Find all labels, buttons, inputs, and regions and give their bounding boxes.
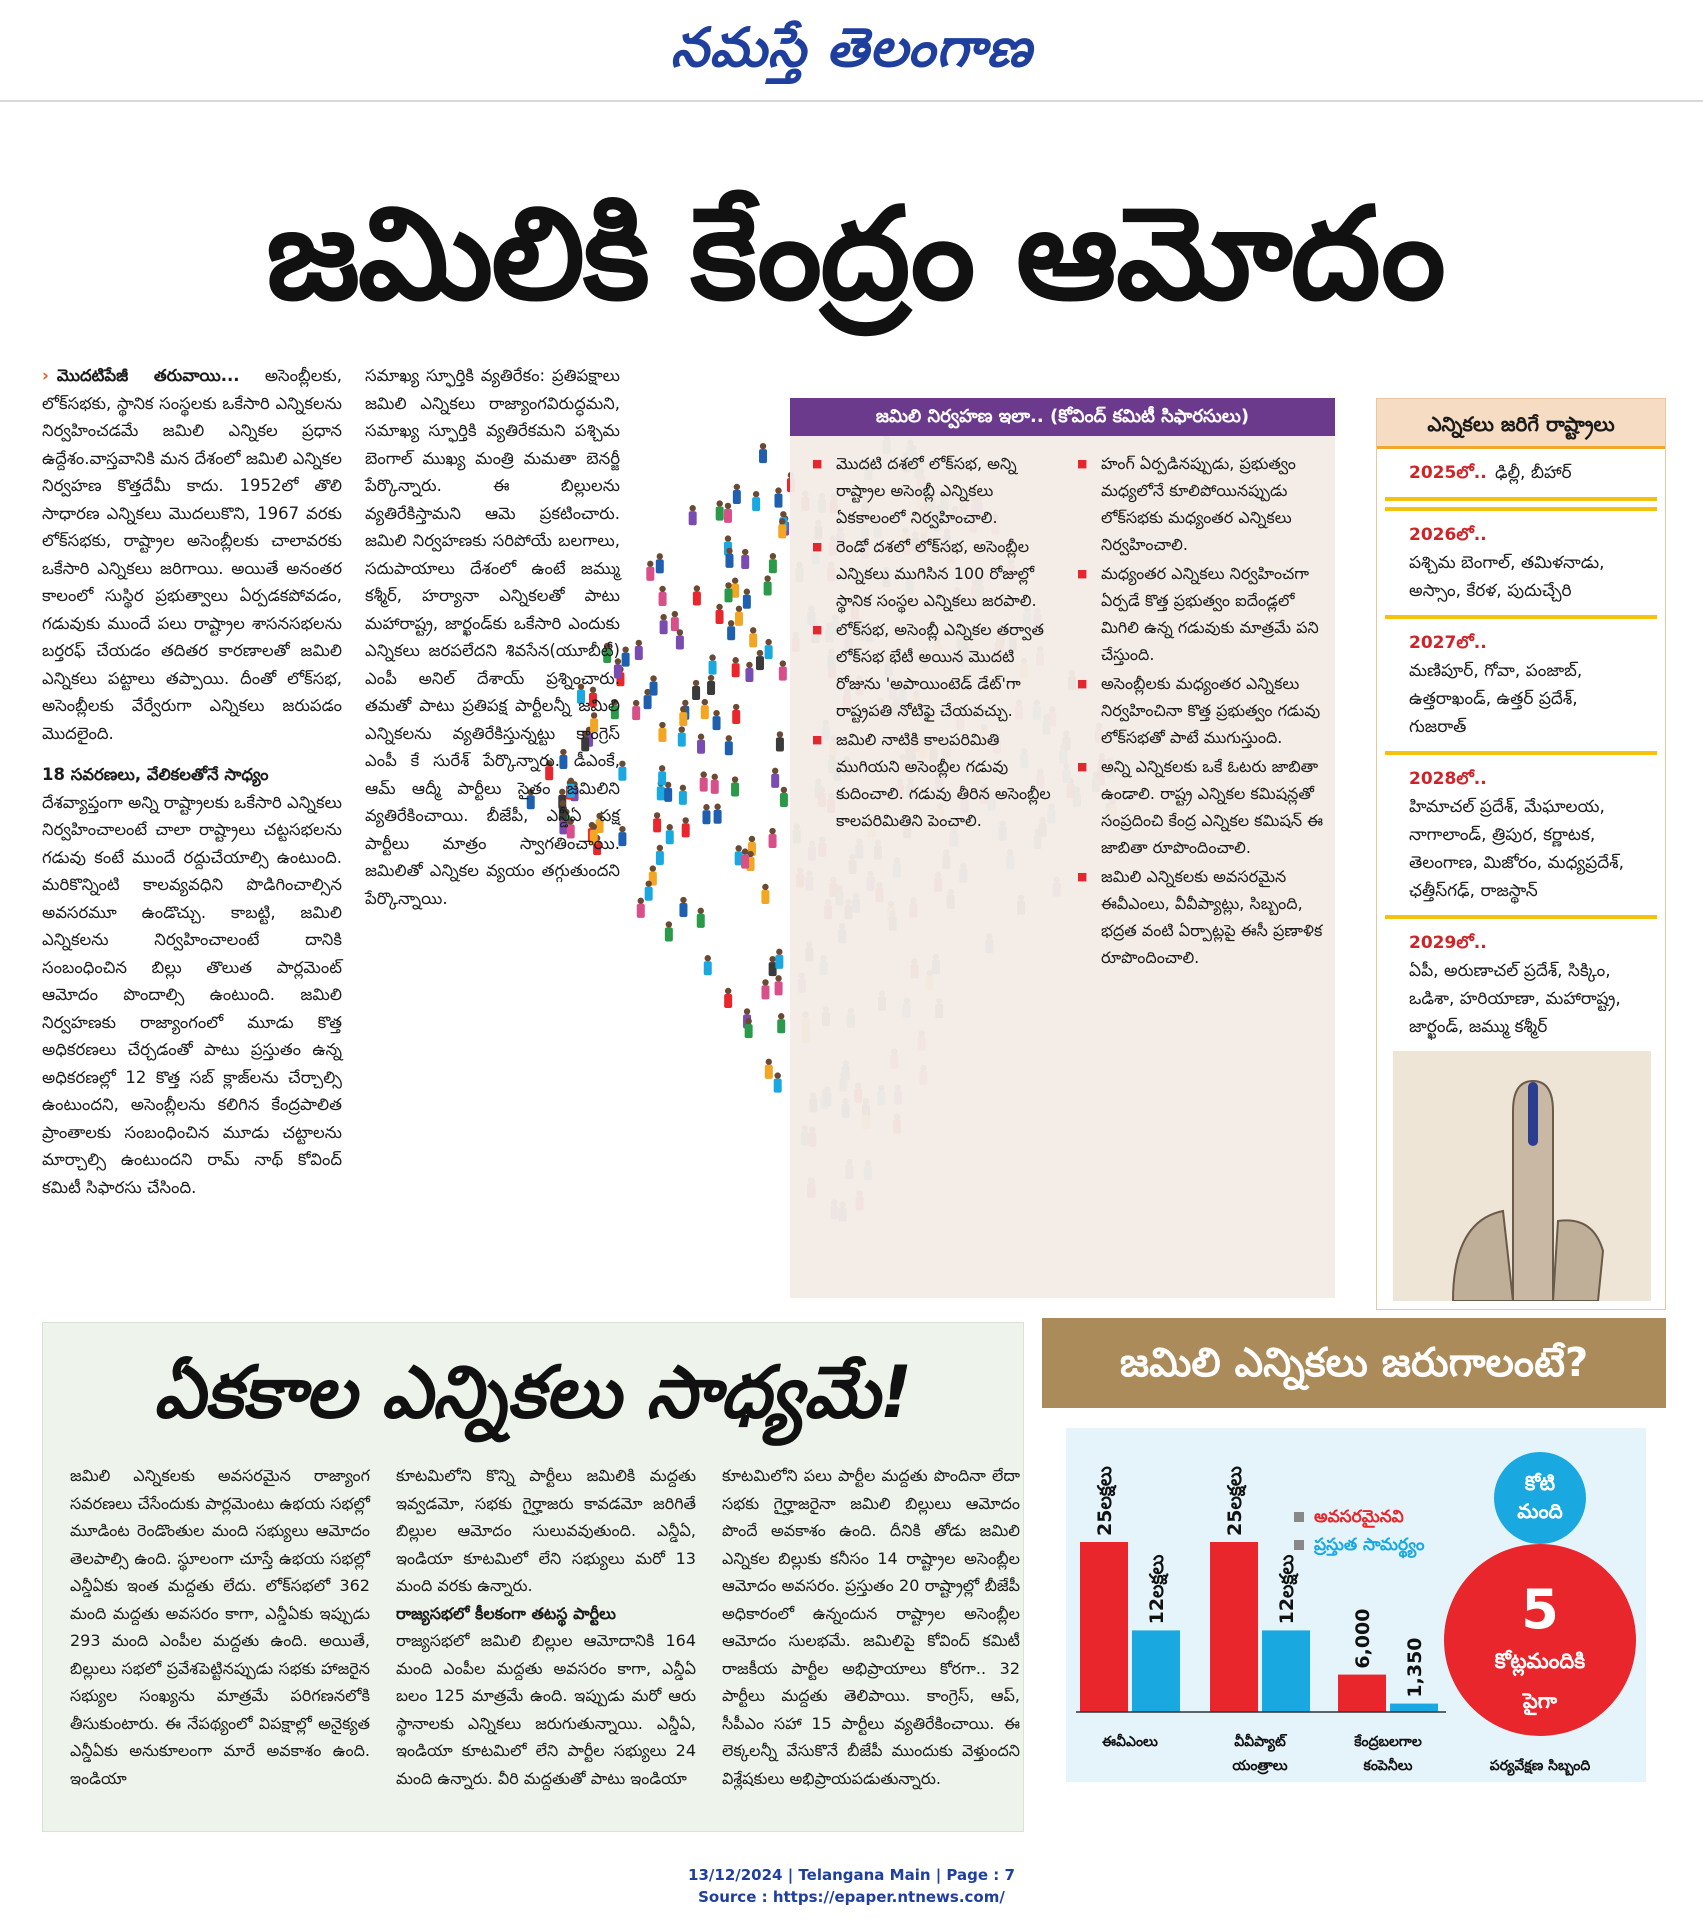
crowd-person-head <box>698 908 704 914</box>
bar-current <box>1262 1630 1310 1712</box>
crowd-person-body <box>664 788 672 802</box>
crowd-person-body <box>713 716 721 730</box>
lead-article <box>42 362 342 1215</box>
crowd-person-head <box>645 881 651 887</box>
crowd-person-body <box>676 635 684 649</box>
state-list: మణిపూర్, గోవా, పంజాబ్, ఉత్తరాఖండ్, ఉత్తర్ ప్రదేశ్, గుజరాత్ <box>1409 661 1583 737</box>
crowd-person-body <box>622 653 630 667</box>
main-headline: జమిలికి కేంద్రం ఆమోదం <box>266 180 1444 329</box>
crowd-person-head <box>780 660 786 666</box>
state-year: 2027లో.. <box>1409 633 1487 653</box>
footer-date-line: 13/12/2024 | Telangana Main | Page : 7 <box>688 1866 1015 1884</box>
crowd-person-body <box>777 1019 785 1033</box>
crowd-person-body <box>774 494 782 508</box>
state-list: పశ్చిమ బెంగాల్, తమిళనాడు, అస్సాం, కేరళ, పుదుచ్చేరి <box>1409 553 1605 601</box>
bar-current <box>1390 1704 1438 1712</box>
crowd-person-body <box>765 645 773 659</box>
article-paragraph: కూటమిలోని కొన్ని పార్టీలు జమిలికి మద్దతు ఇవ్వడమో, సభకు గైర్హాజరు కావడమో జరిగితే బిల్లుల ఆమోదం సులువవుతుంది. ఎన్డీఏ, ఇండియా కూటమిలో లేని సభ్యులు మరో 13 మంది వరకు ఉన్నారు. <box>396 1466 696 1595</box>
legend-swatch-current <box>1294 1540 1304 1550</box>
crowd-person-head <box>762 884 768 890</box>
crowd-person-head <box>753 491 759 497</box>
supervision-staff-label: పర్యవేక్షణ సిబ్బంది <box>1489 1758 1591 1774</box>
crowd-person-body <box>741 555 749 569</box>
bar-value-label: 1,350 <box>1404 1637 1426 1698</box>
crowd-person-head <box>775 975 781 981</box>
crowd-person-head <box>778 1013 784 1019</box>
crowd-person-body <box>657 786 665 800</box>
crowd-person-body <box>682 823 690 837</box>
crowd-person-body <box>679 712 687 726</box>
stats-chart-panel <box>1066 1428 1646 1782</box>
state-list: హిమాచల్ ప్రదేశ్, మేఘాలయ, నాగాలాండ్, త్రిపుర, కర్ణాటక, తెలంగాణ, మిజోరం, మధ్యప్రదేశ్, ఛత్తీస్‌గఢ్, రాజస్థాన్ <box>1409 797 1625 901</box>
crowd-person-body <box>702 810 710 824</box>
bar-current <box>1132 1630 1180 1712</box>
crowd-person-body <box>779 667 787 681</box>
crowd-person-head <box>742 549 748 555</box>
bar-value-label: 12లక్షలు <box>1276 1554 1298 1625</box>
crowd-person-head <box>762 979 768 985</box>
crowd-person-body <box>709 661 717 675</box>
crowd-person-body <box>725 741 733 755</box>
crowd-person-body <box>769 834 777 848</box>
crowd-person-body <box>752 497 760 511</box>
crowd-person-head <box>709 654 715 660</box>
page-footer <box>0 1864 1703 1908</box>
bar-required <box>1210 1542 1258 1712</box>
crowd-person-body <box>637 904 645 918</box>
crowd-person-body <box>761 985 769 999</box>
crowd-person-body <box>665 927 673 941</box>
crowd-person-head <box>769 956 775 962</box>
bar-value-label: 25లక్షలు <box>1094 1466 1116 1536</box>
crowd-person-head <box>726 548 732 554</box>
crowd-person-body <box>778 524 786 538</box>
crowd-person-head <box>713 710 719 716</box>
election-states-panel <box>1376 398 1666 1310</box>
crowd-person-body <box>756 656 764 670</box>
crowd-person-body <box>765 1065 773 1079</box>
crowd-person-head <box>650 865 656 871</box>
crowd-person-head <box>734 484 740 490</box>
article-kicker: మొదటిపేజీ తరువాయి... <box>56 366 240 385</box>
crowd-person-body <box>704 961 712 975</box>
crowd-person-body <box>741 855 749 869</box>
crowd-person-body <box>693 591 701 605</box>
crowd-person-head <box>769 828 775 834</box>
crowd-person-head <box>725 535 731 541</box>
recommendation-item: ■ జమిలి ఎన్నికలకు అవసరమైన ఈవీఎంలు, వీవీప్యాట్లు, సిబ్బంది, భద్రత వంటి ఏర్పాట్లపై ఈసీ ప్రణాళిక రూపొందించాలి. <box>1075 863 1325 971</box>
crowd-person-head <box>774 1072 780 1078</box>
crowd-person-head <box>660 614 666 620</box>
crowd-person-head <box>732 657 738 663</box>
recommendation-item: ■ అన్ని ఎన్నికలకు ఒకే ఓటరు జాబితా ఉండాలి. రాష్ట్ర ఎన్నికల కమిషన్లతో సంప్రదించి కేంద్ర ఎన్నికల కమిషన్ ఈ జాబితా రూపొందించాలి. <box>1075 753 1325 861</box>
crowd-person-body <box>716 610 724 624</box>
recommendation-item: ■ అసెంబ్లీలకు మధ్యంతర ఎన్నికలు నిర్వహించినా కొత్త ప్రభుత్వం గడువు లోక్‌సభతో పాటే ముగుస్తుంది. <box>1075 670 1325 751</box>
feature-column-3 <box>722 1462 1020 1806</box>
state-year-entry <box>1385 619 1657 755</box>
crowd-person-head <box>725 582 731 588</box>
legend-required-label: అవసరమైనవి <box>1314 1507 1404 1527</box>
crowd-person-body <box>671 617 679 631</box>
state-list: ఢిల్లీ, బీహార్ <box>1495 463 1572 483</box>
bar-value-label: 12లక్షలు <box>1146 1554 1168 1625</box>
crowd-person-head <box>702 699 708 705</box>
crowd-person-head <box>770 553 776 559</box>
stats-title: జమిలి ఎన్నికలు జరుగాలంటే? <box>1042 1318 1666 1408</box>
recommendation-item: ■ మొదటి దశలో లోక్‌సభ, అన్ని రాష్ట్రాల అసెంబ్లీ ఎన్నికలు ఏకకాలంలో నిర్వహించాలి. <box>810 450 1060 531</box>
crowd-person-body <box>761 890 769 904</box>
crowd-person-body <box>679 791 687 805</box>
crowd-person-body <box>658 728 666 742</box>
state-year: 2029లో.. <box>1409 933 1487 953</box>
crowd-person-head <box>659 586 665 592</box>
crowd-person-head <box>693 680 699 686</box>
crowd-person-body <box>743 595 751 609</box>
category-label-line2: కంపెనీలు <box>1363 1758 1413 1774</box>
recommendations-left-list <box>810 450 1060 836</box>
crowd-person-body <box>776 737 784 751</box>
crowd-person-body <box>733 490 741 504</box>
legend-swatch-required <box>1294 1512 1304 1522</box>
inked-finger-illustration <box>1393 1051 1651 1301</box>
crowd-person-body <box>697 740 705 754</box>
crowd-person-body <box>775 955 783 969</box>
feature-column-1 <box>70 1462 370 1806</box>
masthead <box>0 0 1703 102</box>
recommendations-right-list <box>1075 450 1325 973</box>
crowd-person-body <box>644 695 652 709</box>
crowd-person-head <box>757 650 763 656</box>
crowd-person-head <box>779 518 785 524</box>
crowd-person-body <box>656 851 664 865</box>
crowd-person-head <box>659 722 665 728</box>
category-label: ఈవీఎంలు <box>1102 1734 1158 1750</box>
article-paragraph: రాజ్యసభలో జమిలి బిల్లుల ఆమోదానికి 164 మంది ఎంపీల మద్దతు అవసరం కాగా, ఎన్డీఏ బలం 125 మాత్రమే ఉంది. ఇప్పుడు మరో ఆరు స్థానాలకు ఎన్నికలు జరుగుతున్నాయి. ఎన్డీఏ, ఇండియా కూటమిలో లేని పార్టీల సభ్యులు 24 మంది ఉన్నారు. వీరి మద్దతుతో పాటు ఇండియా <box>396 1631 696 1788</box>
recommendation-item: ■ హంగ్ ఏర్పడినప్పుడు, ప్రభుత్వం మధ్యలోనే కూలిపోయినప్పుడు లోక్‌సభకు మధ్యంతర ఎన్నికలు నిర్వహించాలి. <box>1075 450 1325 558</box>
crowd-person-body <box>727 626 735 640</box>
crowd-person-body <box>732 663 740 677</box>
crowd-person-head <box>694 585 700 591</box>
crowd-person-head <box>619 826 625 832</box>
crowd-person-head <box>749 836 755 842</box>
crowd-person-head <box>746 662 752 668</box>
crowd-person-body <box>678 733 686 747</box>
article-paragraph: దేశవ్యాప్తంగా అన్ని రాష్ట్రాలకు ఒకేసారి ఎన్నికలు నిర్వహించాలంటే చాలా రాష్ట్రాలు చట్టసభలను గడువు కంటే ముందే రద్దుచేయాల్సి ఉంటుంది. మరికొన్నింటి కాలవ్యవధిని పొడిగించాల్సిన అవసరమూ ఉండొచ్చు. కాబట్టి, జమిలి ఎన్నికలను నిర్వహించాలంటే దానికి సంబంధించిన బిల్లు తొలుత పార్లమెంట్ ఆమోదం పొందాల్సి ఉంటుంది. జమిలి నిర్వహణకు రాజ్యాంగంలో మూడు కొత్త అధికరణలు చేర్చడంతో పాటు ప్రస్తుతం ఉన్న అధికరణల్లో 12 కొత్త సబ్ క్లాజ్‌లను చేర్చాల్సి ఉంటుందని, అసెంబ్లీలను కలిగిన కేంద్రపాలిత ప్రాంతాలకు సంబంధించిన మూడు చట్టాలను మార్చాల్సి ఉంటుందని రామ్ నాథ్ కోవింద్ కమిటీ సిఫారసు చేసింది. <box>42 792 342 1197</box>
crowd-person-head <box>657 553 663 559</box>
crowd-person-head <box>680 706 686 712</box>
crowd-person-head <box>742 848 748 854</box>
big-number: 5 <box>1521 1578 1559 1641</box>
crowd-person-head <box>619 761 625 767</box>
crowd-person-head <box>680 785 686 791</box>
crowd-person-head <box>728 620 734 626</box>
state-year-entry <box>1385 755 1657 919</box>
crowd-person-head <box>712 774 718 780</box>
requirements-bar-chart <box>1066 1428 1646 1782</box>
crowd-person-body <box>769 559 777 573</box>
state-year-entry <box>1385 919 1657 1051</box>
crowd-person-head <box>647 561 653 567</box>
crowd-person-body <box>700 778 708 792</box>
feature-headline: ఏకకాల ఎన్నికలు సాధ్యమే! <box>153 1350 913 1434</box>
opposition-article <box>365 362 620 926</box>
crowd-person-head <box>672 611 678 617</box>
bar-value-label: 25లక్షలు <box>1224 1466 1246 1536</box>
crowd-person-head <box>636 640 642 646</box>
crore-bubble <box>1494 1452 1586 1544</box>
crowd-person-head <box>725 988 731 994</box>
crowd-person-head <box>682 700 688 706</box>
crowd-person-head <box>735 845 741 851</box>
crowd-person-body <box>716 507 724 521</box>
crowd-person-body <box>764 582 772 596</box>
crowd-person-body <box>731 783 739 797</box>
crowd-person-head <box>657 845 663 851</box>
footer-source-line: Source : https://epaper.ntnews.com/ <box>698 1888 1005 1906</box>
crowd-person-body <box>771 774 779 788</box>
bar-value-label: 6,000 <box>1352 1608 1374 1669</box>
crowd-person-head <box>622 646 628 652</box>
crowd-person-head <box>689 505 695 511</box>
crowd-person-body <box>689 511 697 525</box>
crowd-person-body <box>692 686 700 700</box>
crowd-person-head <box>680 897 686 903</box>
state-year: 2026లో.. <box>1409 525 1487 545</box>
crowd-person-body <box>632 706 640 720</box>
crowd-person-body <box>656 559 664 573</box>
crowd-person-head <box>744 589 750 595</box>
crowd-person-body <box>701 705 709 719</box>
crowd-person-body <box>707 681 715 695</box>
crowd-person-body <box>725 588 733 602</box>
crowd-person-head <box>650 675 656 681</box>
crowd-person-body <box>724 994 732 1008</box>
recommendation-item: ■ మధ్యంతర ఎన్నికలు నిర్వహించగా ఏర్పడే కొత్త ప్రభుత్వం ఐదేండ్లలో మిగిలి ఉన్న గడువుకు మాత్రమే పని చేస్తుంది. <box>1075 560 1325 668</box>
crowd-person-head <box>633 700 639 706</box>
category-label: వీవీప్యాట్ <box>1234 1734 1286 1750</box>
crowd-person-body <box>679 903 687 917</box>
article-paragraph: సమాఖ్య స్ఫూర్తికి వ్యతిరేకం: ప్రతిపక్షాలు జమిలి ఎన్నికలు రాజ్యాంగవిరుద్ధమని, సమాఖ్య స్ఫూర్తికి వ్యతిరేకమని పశ్చిమ బెంగాల్ ముఖ్య మంత్రి మమతా బెనర్జీ పేర్కొన్నారు. ఈ బిల్లులను వ్యతిరేకిస్తామని ఆమె ప్రకటించారు. జమిలి నిర్వహణకు సరిపోయే బలగాలు, సదుపాయాలు దేశంలో ఉంటే జమ్ము కశ్మీర్, హర్యానా ఎన్నికలతో పాటు మహారాష్ట్ర, జార్ఖండ్‌కు ఒకేసారి ఎందుకు ఎన్నికలు జరపలేదని శివసేన(యూబీటీ) ఎంపీ అనిల్ దేశాయ్ ప్రశ్నించారు. తమతో పాటు ప్రతిపక్ష పార్టీలన్నీ జమిలి ఎన్నికలను వ్యతిరేకిస్తున్నట్టు కాంగ్రెస్ ఎంపీ కే సురేశ్ పేర్కొన్నారు. డీఎంకే, ఆమ్ ఆద్మీ పార్టీలు సైతం జమిలిని వ్యతిరేకించాయి. బీజేపీ, ఎన్డీఏ పక్ష పార్టీలు మాత్రం స్వాగతించాయి. జమిలితో ఎన్నికల వ్యయం తగ్గుతుందని పేర్కొన్నాయి. <box>365 366 620 908</box>
crowd-person-head <box>677 629 683 635</box>
state-list: ఏపీ, అరుణాచల్ ప్రదేశ్, సిక్కిం, ఒడిశా, హరియాణా, మహారాష్ట్ర, జార్ఖండ్, జమ్ము కశ్మీర్ <box>1409 961 1621 1037</box>
crowd-person-body <box>724 509 732 523</box>
crowd-person-body <box>658 771 666 785</box>
category-label-line2: యంత్రాలు <box>1232 1758 1288 1774</box>
crowd-person-head <box>703 804 709 810</box>
article-subhead: రాజ్యసభలో కీలకంగా తటస్థ పార్టీలు <box>396 1603 616 1623</box>
bar-required <box>1080 1542 1128 1712</box>
article-subhead: 18 సవరణలు, వేలికలతోనే సాధ్యం <box>42 765 269 784</box>
crowd-person-head <box>766 1059 772 1065</box>
crowd-person-body <box>759 449 767 463</box>
crowd-person-body <box>735 612 743 626</box>
article-paragraph: జమిలి ఎన్నికలకు అవసరమైన రాజ్యాంగ సవరణలు చేసేందుకు పార్లమెంటు ఉభయ సభల్లో మూడింట రెండొంతుల మంది సభ్యులు ఆమోదం తెలపాల్సి ఉంది. స్థూలంగా చూస్తే ఉభయ సభల్లో ఎన్డీఏకు ఇంత మద్దతు లేదు. లోక్‌సభలో 362 మంది మద్దతు అవసరం కాగా, ఎన్డీఏకు ఇప్పుడు 293 మంది ఎంపీల మద్దతు ఉంది. అయితే, బిల్లులు సభలో ప్రవేశపెట్టినప్పుడు సభకు హాజరైన సభ్యుల సంఖ్యను మాత్రమే పరిగణనలోకి తీసుకుంటారు. ఈ నేపథ్యంలో విపక్షాల్లో అనైక్యత ఎన్డీఏకు అనుకూలంగా మారే అవకాశం ఉంది. ఇండియా <box>70 1466 370 1788</box>
crowd-person-head <box>745 1018 751 1024</box>
state-year: 2025లో.. <box>1409 463 1487 483</box>
crowd-person-head <box>750 627 756 633</box>
crowd-person-body <box>780 793 788 807</box>
crowd-person-head <box>772 768 778 774</box>
crowd-person-head <box>726 735 732 741</box>
crowd-person-body <box>653 818 661 832</box>
crore-bubble-line1: కోటి <box>1524 1471 1556 1495</box>
recommendation-item: ■ జమిలి నాటికి కాలపరిమితి ముగియని అసెంబ్లీల గడువు కుదించాలి. గడువు తీరిన అసెంబ్లీల కాలపరిమితిని పెంచాలి. <box>810 726 1060 834</box>
newspaper-logo: నమస్తే తెలంగాణ <box>670 16 1033 79</box>
crowd-person-head <box>736 606 742 612</box>
crowd-person-body <box>774 1079 782 1093</box>
crowd-person-body <box>646 567 654 581</box>
crowd-person-body <box>650 682 658 696</box>
crowd-person-body <box>711 780 719 794</box>
crowd-person-head <box>716 500 722 506</box>
recommendation-item: ■ రెండో దశలో లోక్‌సభ, అసెంబ్లీల ఎన్నికలు ముగిసిన 100 రోజుల్లో స్థానిక సంస్థల ఎన్నికలు జరపాలి. <box>810 533 1060 614</box>
big-number-line1: కోట్లమందికి <box>1494 1649 1586 1673</box>
crowd-person-body <box>645 887 653 901</box>
inked-finger-icon <box>1393 1051 1651 1301</box>
crowd-person-head <box>733 704 739 710</box>
crowd-person-body <box>697 914 705 928</box>
crowd-person-body <box>749 633 757 647</box>
category-label: కేంద్రబలగాల <box>1354 1734 1422 1750</box>
crowd-person-head <box>666 921 672 927</box>
legend-current-label: ప్రస్తుత సామర్థ్యం <box>1314 1535 1425 1555</box>
crowd-person-head <box>659 765 665 771</box>
crowd-person-head <box>638 898 644 904</box>
crowd-person-head <box>760 443 766 449</box>
crowd-person-head <box>700 771 706 777</box>
big-number-line2: పైగా <box>1522 1689 1558 1713</box>
crowd-person-body <box>745 1024 753 1038</box>
bar-required <box>1338 1675 1386 1712</box>
crowd-person-head <box>732 776 738 782</box>
crowd-person-head <box>708 675 714 681</box>
crore-bubble-line2: మంది <box>1517 1499 1563 1523</box>
state-year-entry <box>1385 511 1657 619</box>
crowd-person-head <box>705 955 711 961</box>
crowd-person-head <box>732 578 738 584</box>
crowd-person-head <box>764 575 770 581</box>
crowd-person-head <box>744 1008 750 1014</box>
crowd-person-body <box>714 810 722 824</box>
crowd-person-body <box>732 710 740 724</box>
crowd-person-body <box>666 830 674 844</box>
crowd-person-head <box>781 787 787 793</box>
article-paragraph: కూటమిలోని పలు పార్టీల మద్దతు పొందినా లేదా సభకు గైర్హాజరైనా జమిలి బిల్లులు ఆమోదం పొందే అవకాశం ఉంది. దీనికి తోడు జమిలి ఎన్నికల బిల్లుకు కనీసం 14 రాష్ట్రాల అసెంబ్లీల ఆమోదం అవసరం. ప్రస్తుతం 20 రాష్ట్రాల్లో బీజేపీ అధికారంలో ఉన్నందున రాష్ట్రాల అసెంబ్లీల ఆమోదం సులభమే. జమిలిపై కోవింద్ కమిటీ రాజకీయ పార్టీల అభిప్రాయాలు కోరగా.. 32 పార్టీలు మద్దతు తెలిపాయి. కాంగ్రెస్, ఆప్, సీపీఎం సహా 15 పార్టీలు వ్యతిరేకించాయి. ఈ లెక్కలన్నీ వేసుకొనే బీజేపీ ముందుకు వెళ్తుందని విశ్లేషకులు అభిప్రాయపడుతున్నారు. <box>722 1466 1020 1788</box>
crowd-person-head <box>765 639 771 645</box>
crowd-person-body <box>745 668 753 682</box>
article-paragraph: అసెంబ్లీలకు, లోక్‌సభకు, స్థానిక సంస్థలకు ఒకేసారి ఎన్నికలను నిర్వహించడమే జమిలి ఎన్నికల ప్రధాన ఉద్దేశం.వాస్తవానికి మన దేశంలో జమిలి ఎన్నికల నిర్వహణ కొత్తదేమీ కాదు. 1952లో తొలి సాధారణ ఎన్నికలు మొదలుకొని, 1967 వరకు లోక్‌సభకు, రాష్ట్రాల అసెంబ్లీలకు చాలావరకు ఒకేసారి ఎన్నికలు జరిగాయి. అయితే అనంతర కాలంలో సుస్థిర ప్రభుత్వాలు ఏర్పడకపోవడం, గడువుకు ముందే పలు రాష్ట్రాల శాసనసభలను బర్తరఫ్ చేయడం తదితర కారణాలతో జమిలి ఎన్నికలు పట్టాలు తప్పాయి. దీంతో లోక్‌సభ, అసెంబ్లీలకు వేర్వేరుగా ఎన్నికలు జరుపడం మొదలైంది. <box>42 366 342 743</box>
crowd-person-head <box>698 734 704 740</box>
crowd-person-body <box>725 554 733 568</box>
recommendation-item: ■ లోక్‌సభ, అసెంబ్లీ ఎన్నికల తర్వాత లోక్‌సభ భేటీ అయిన మొదటి రోజును 'అపాయింటెడ్ డేట్'గా రాష్ట్రపతి నోటిఫై చేయవచ్చు. <box>810 616 1060 724</box>
crowd-person-head <box>776 949 782 955</box>
crowd-person-body <box>659 592 667 606</box>
crowd-person-head <box>777 731 783 737</box>
crowd-person-body <box>775 981 783 995</box>
crowd-person-head <box>682 817 688 823</box>
crowd-person-body <box>660 620 668 634</box>
crowd-person-head <box>725 503 731 509</box>
chevron-right-icon: › <box>42 366 49 385</box>
crowd-person-head <box>780 511 786 517</box>
crowd-person-head <box>654 812 660 818</box>
election-states-title: ఎన్నికలు జరిగే రాష్ట్రాలు <box>1377 399 1665 449</box>
state-year: 2028లో.. <box>1409 769 1487 789</box>
feature-column-2 <box>396 1462 696 1806</box>
crowd-person-head <box>667 824 673 830</box>
crowd-person-head <box>714 804 720 810</box>
crowd-person-head <box>716 604 722 610</box>
crowd-person-body <box>635 646 643 660</box>
recommendations-title: జమిలి నిర్వహణ ఇలా.. (కోవింద్ కమిటీ సిఫారసులు) <box>790 398 1335 436</box>
crowd-person-head <box>679 726 685 732</box>
crowd-person-head <box>775 487 781 493</box>
